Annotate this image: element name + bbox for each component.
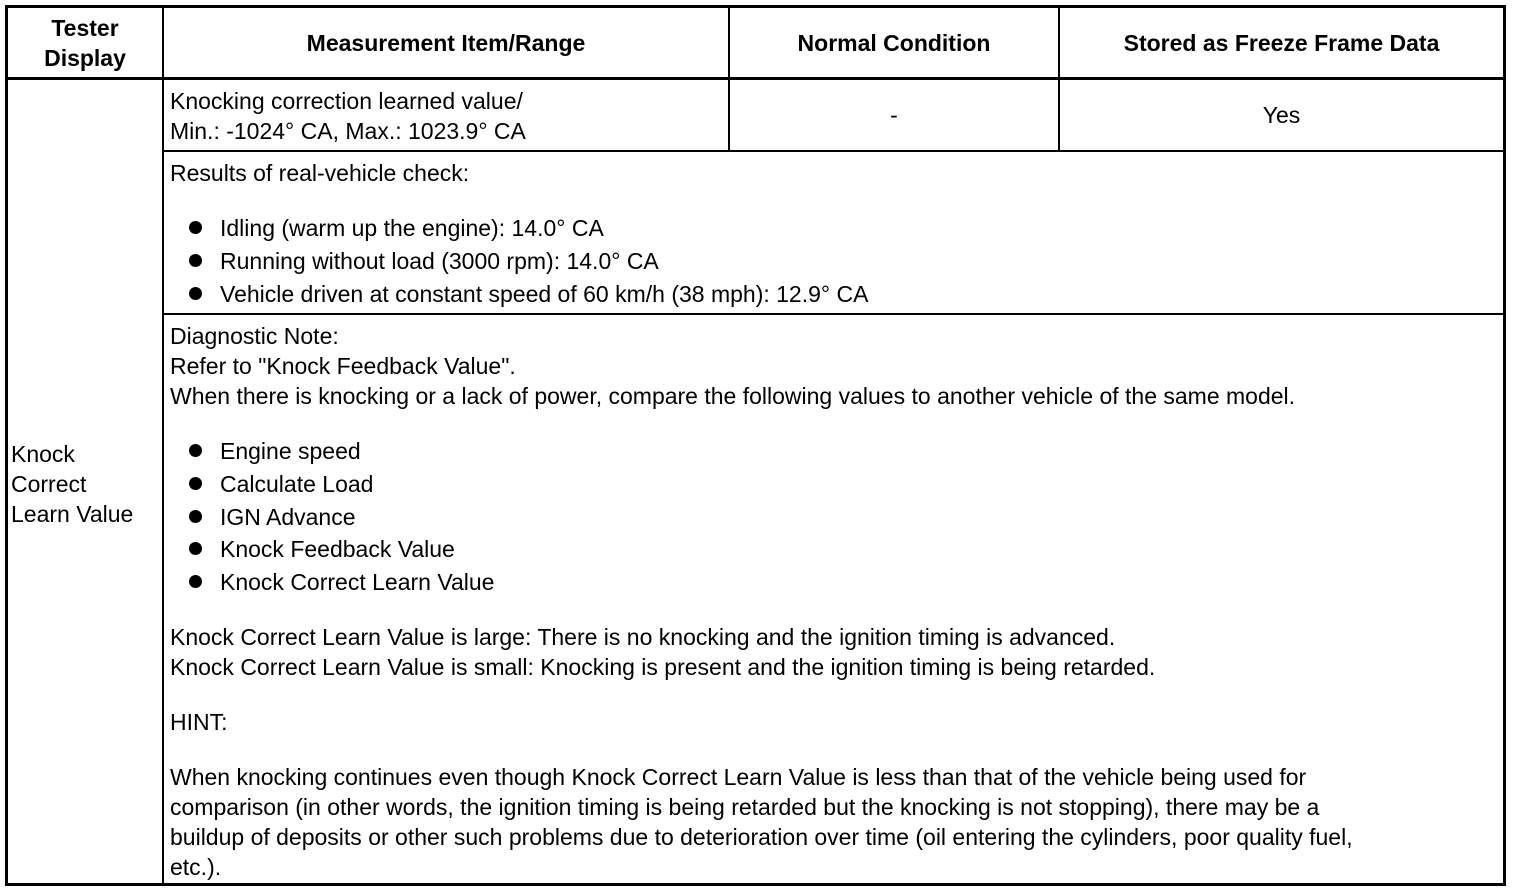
hint-line: comparison (in other words, the ignition timing is being retarded but the knocking is not stopping), there may be a [170, 794, 1320, 820]
tester-label-line2: Correct [11, 471, 87, 497]
col-divider-1 [162, 5, 164, 886]
tester-label-line3: Learn Value [11, 501, 134, 527]
hint-title: HINT: [170, 709, 228, 735]
range-line-1: Knocking correction learned value/ [170, 88, 523, 114]
note-small: Knock Correct Learn Value is small: Knocking is present and the ignition timing is being retarded. [170, 654, 1156, 680]
freeze-frame-value: Yes [1262, 101, 1301, 128]
results-title: Results of real-vehicle check: [170, 160, 470, 186]
note-reference: Refer to "Knock Feedback Value". [170, 353, 516, 379]
bullet-icon [189, 477, 202, 490]
note-item: IGN Advance [220, 504, 356, 530]
note-large: Knock Correct Learn Value is large: There is no knocking and the ignition timing is advanced. [170, 624, 1116, 650]
bullet-icon [189, 287, 202, 300]
results-item: Running without load (3000 rpm): 14.0° CA [220, 248, 659, 274]
note-item: Calculate Load [220, 471, 374, 497]
results-divider [163, 313, 1506, 315]
bullet-icon [189, 542, 202, 555]
range-line-2: Min.: -1024° CA, Max.: 1023.9° CA [170, 118, 526, 144]
note-item: Knock Feedback Value [220, 536, 455, 562]
note-intro: When there is knocking or a lack of power, compare the following values to another vehicle of the same model. [170, 383, 1296, 409]
note-title: Diagnostic Note: [170, 323, 339, 349]
hint-line: etc.). [170, 854, 222, 880]
normal-condition-value: - [890, 101, 898, 128]
tester-label-line1: Knock [11, 441, 75, 467]
header-tester-display [8, 8, 162, 77]
hint-line: buildup of deposits or other such problems due to deterioration over time (oil entering the cylinders, poor quality fuel, [170, 824, 1353, 850]
bullet-icon [189, 254, 202, 267]
row1-divider [163, 150, 1506, 152]
header-freeze-frame: Stored as Freeze Frame Data [1123, 29, 1440, 56]
header-tester-line2: Display [44, 44, 126, 71]
header-tester-line1: Tester [51, 14, 119, 41]
results-item: Idling (warm up the engine): 14.0° CA [220, 215, 604, 241]
bullet-icon [189, 221, 202, 234]
header-normal-condition: Normal Condition [797, 29, 991, 56]
results-item: Vehicle driven at constant speed of 60 km/h (38 mph): 12.9° CA [220, 281, 869, 307]
bullet-icon [189, 510, 202, 523]
bullet-icon [189, 444, 202, 457]
note-item: Engine speed [220, 438, 361, 464]
bullet-icon [189, 575, 202, 588]
header-measurement: Measurement Item/Range [306, 29, 586, 56]
note-item: Knock Correct Learn Value [220, 569, 495, 595]
hint-line: When knocking continues even though Knock Correct Learn Value is less than that of the vehicle being used for [170, 764, 1307, 790]
